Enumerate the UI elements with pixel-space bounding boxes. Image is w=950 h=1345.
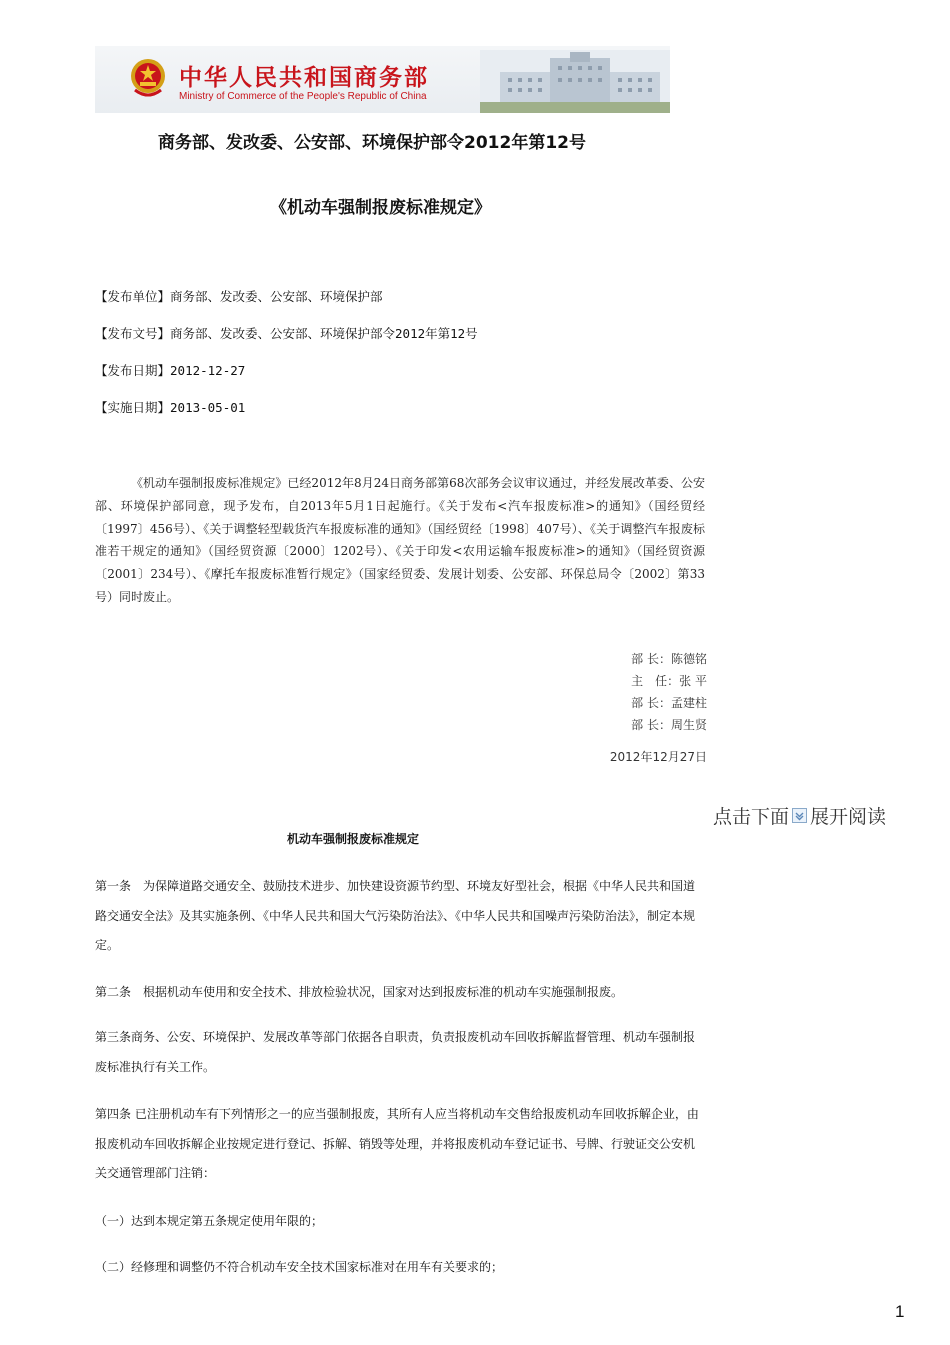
regulation-title: 机动车强制报废标准规定 (287, 832, 420, 846)
expand-label-left: 点击下面 (713, 806, 790, 828)
ministry-banner (95, 46, 670, 113)
meta-effective-date (95, 398, 245, 416)
banner-title-en: Ministry of Commerce of the People's Republic of China (179, 91, 427, 102)
article-list-item: （一）达到本规定第五条规定使用年限的； (95, 1214, 324, 1228)
meta-label: 【发布日期】 (95, 363, 171, 378)
article-list-item: （二）经修理和调整仍不符合机动车安全技术国家标准对在用车有关要求的； (95, 1260, 504, 1274)
page-number: 1 (895, 1302, 905, 1321)
article-paragraph: 第一条 为保障道路交通安全、鼓励技术进步、加快建设资源节约型、环境友好型社会，根据《中华人民共和国道路交通安全法》及其实施条例、《中华人民共和国大气污染防治法》、《中华人民共和国噪声污染防治法》，制定本规定。 (95, 879, 696, 952)
signature-line: 部 长：陈德铭 (631, 652, 707, 666)
meta-value: 2012-12-27 (170, 363, 246, 378)
article-paragraph: 第三条商务、公安、环境保护、发展改革等部门依据各自职责，负责报废机动车回收拆解监督管理、机动车强制报废标准执行有关工作。 (95, 1030, 696, 1074)
banner-title-cn: 中华人民共和国商务部 (179, 65, 429, 91)
building-illustration-icon (480, 50, 670, 113)
preamble-paragraph: 《机动车强制报废标准规定》已经2012年8月24日商务部第68次部务会议审议通过，并经发展改革委、公安部、环境保护部同意，现予发布，自2013年5月1日起施行。《关于发布<汽车报废标准>的通知》（国经贸经〔1997〕456号）、《关于调整轻型载货汽车报废标准的通知》（国经贸经〔1998〕407号）、《关于调整汽车报废标准若干规定的通知》（国经贸资源〔2000〕1202号）、《关于印发<农用运输车报废标准>的通知》（国经贸资源〔2001〕234号）、《摩托车报废标准暂行规定》（国家经贸委、发展计划委、公安部、环保总局令〔2002〕第33号）同时废止。 (95, 476, 705, 604)
meta-value: 商务部、发改委、公安部、环境保护部令2012年第12号 (170, 326, 478, 341)
signature-line: 部 长：周生贤 (631, 718, 707, 732)
meta-label: 【实施日期】 (95, 400, 171, 415)
document-title: 商务部、发改委、公安部、环境保护部令2012年第12号 (158, 133, 586, 153)
signature-line: 部 长：孟建柱 (631, 696, 707, 710)
meta-doc-number (95, 324, 478, 342)
meta-value: 商务部、发改委、公安部、环境保护部 (170, 289, 383, 304)
meta-issue-date (95, 361, 245, 379)
meta-value: 2013-05-01 (170, 400, 246, 415)
meta-label: 【发布单位】 (95, 289, 171, 304)
signature-date: 2012年12月27日 (609, 750, 707, 764)
expand-arrow-icon (792, 808, 807, 823)
article-paragraph: 第二条 根据机动车使用和安全技术、排放检验状况，国家对达到报废标准的机动车实施强制报废。 (95, 985, 624, 999)
meta-label: 【发布文号】 (95, 326, 171, 341)
article-paragraph: 第四条 已注册机动车有下列情形之一的应当强制报废，其所有人应当将机动车交售给报废机动车回收拆解企业，由报废机动车回收拆解企业按规定进行登记、拆解、销毁等处理，并将报废机动车登记证书、号牌、行驶证交公安机关交通管理部门注销： (95, 1107, 699, 1180)
expand-reading-button[interactable] (713, 802, 886, 829)
signature-line: 主 任：张 平 (631, 674, 707, 688)
meta-issuer (95, 287, 383, 305)
national-emblem-icon (129, 56, 167, 100)
expand-label-right: 展开阅读 (810, 806, 887, 828)
document-subtitle: 《机动车强制报废标准规定》 (270, 198, 491, 218)
